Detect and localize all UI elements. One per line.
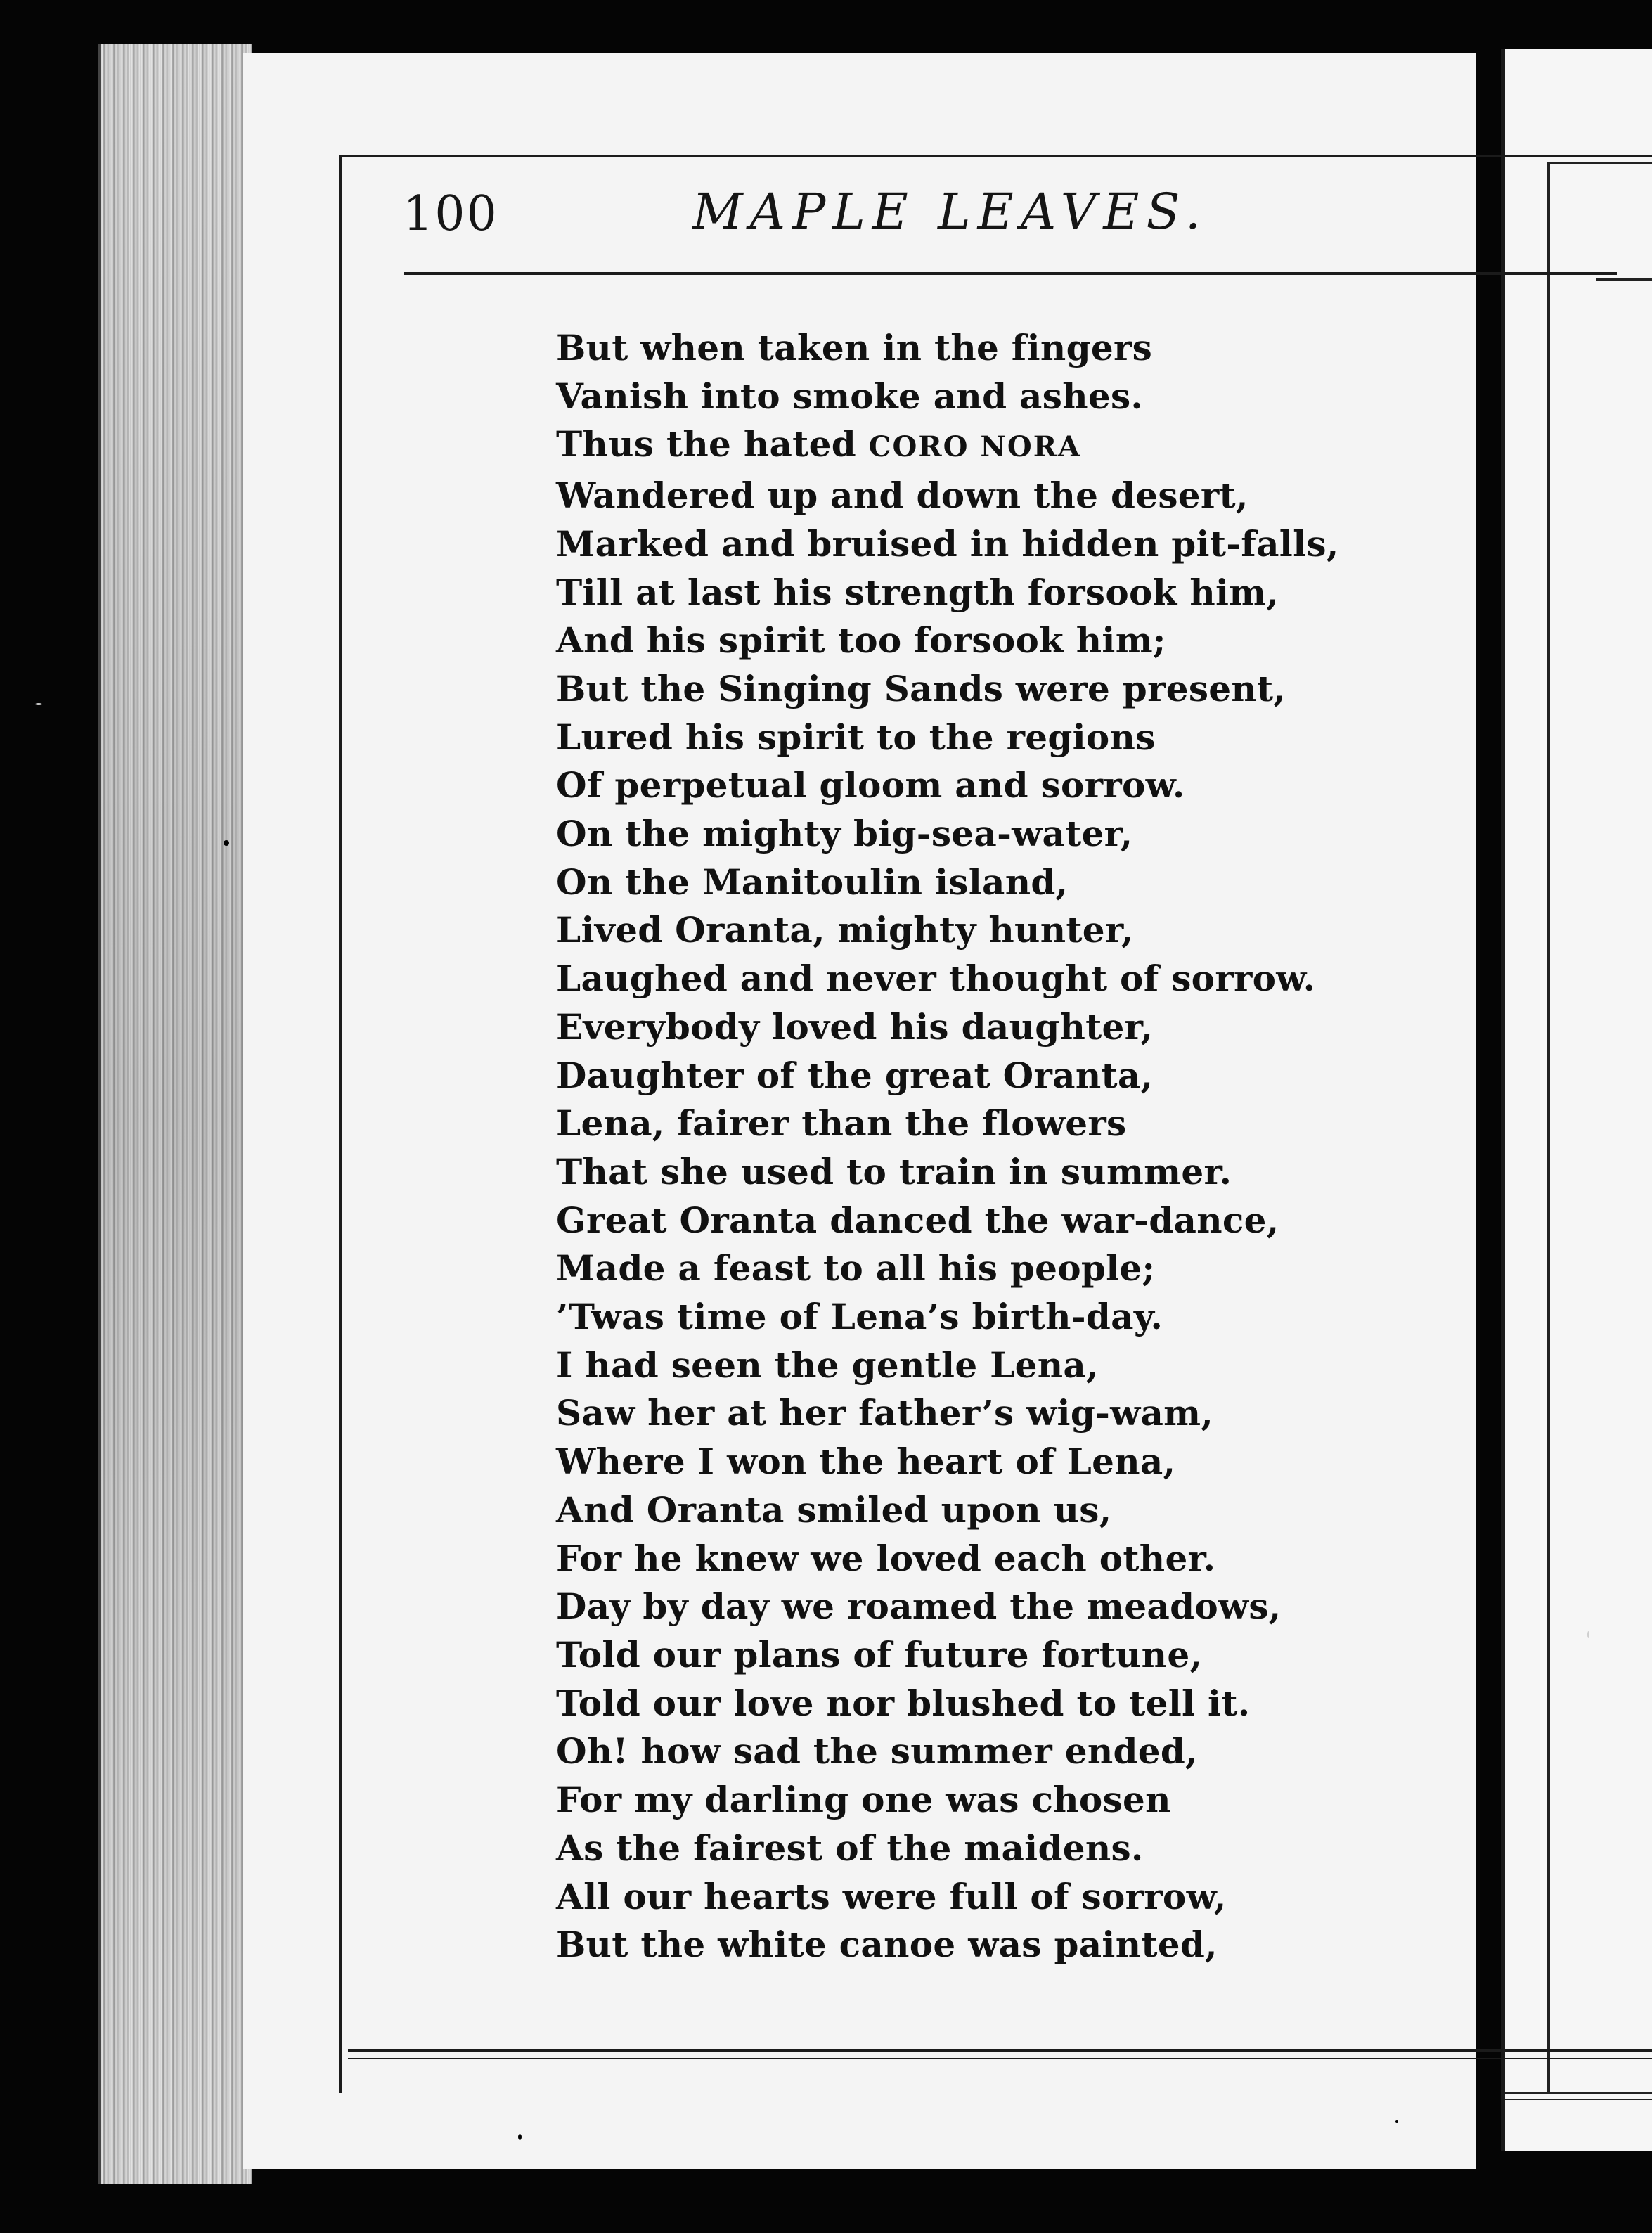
poem-line: Marked and bruised in hidden pit-falls,: [556, 522, 1339, 565]
poem-line: Of perpetual gloom and sorrow.: [556, 764, 1185, 806]
poem-line: Day by day we roamed the meadows,: [556, 1585, 1282, 1628]
poem-line: And Oranta smiled upon us,: [556, 1488, 1112, 1531]
poem-line: Lived Oranta, mighty hunter,: [556, 909, 1134, 951]
poem-line: On the mighty big-sea-water,: [556, 813, 1133, 855]
poem-line: Laughed and never thought of sorrow.: [556, 958, 1316, 1000]
poem-line: For he knew we loved each other.: [556, 1537, 1216, 1579]
poem-line: Till at last his strength forsook him,: [556, 571, 1279, 613]
scan-speck: [1587, 1631, 1589, 1638]
poem-line: Wandered up and down the desert,: [556, 475, 1248, 517]
facing-page-bottom-rule-thin: [1505, 2099, 1652, 2100]
page-bottom-rule-thin: [348, 2058, 1652, 2059]
scan-speck: [35, 703, 42, 705]
header-rule: [404, 272, 1617, 275]
poem-line: Thus the hated CORO NORA: [556, 423, 1082, 465]
small-caps-name: CORO NORA: [868, 430, 1082, 464]
poem-line: Oh! how sad the summer ended,: [556, 1730, 1198, 1772]
book-page-edges: [98, 44, 252, 2184]
scan-speck: [224, 840, 229, 846]
poem-line: That she used to train in summer.: [556, 1150, 1232, 1192]
poem-line: Lured his spirit to the regions: [556, 716, 1156, 758]
poem-line: Made a feast to all his people;: [556, 1247, 1156, 1289]
poem-line: Great Oranta danced the war-dance,: [556, 1199, 1279, 1241]
poem-line: ’Twas time of Lena’s birth-day.: [556, 1296, 1163, 1338]
poem-line: Lena, fairer than the flowers: [556, 1102, 1127, 1145]
page-header: [403, 179, 1619, 257]
poem-line: As the fairest of the maidens.: [556, 1827, 1144, 1869]
poem-line: Everybody loved his daughter,: [556, 1005, 1154, 1048]
poem-line: Where I won the heart of Lena,: [556, 1441, 1176, 1483]
poem-line: Daughter of the great Oranta,: [556, 1054, 1154, 1096]
poem-line: I had seen the gentle Lena,: [556, 1344, 1099, 1386]
poem-line: Saw her at her father’s wig-wam,: [556, 1392, 1214, 1434]
page-number: 100: [403, 186, 498, 242]
poem-line: Told our love nor blushed to tell it.: [556, 1682, 1251, 1724]
poem-line: But the Singing Sands were present,: [556, 667, 1286, 709]
poem-line: But the white canoe was painted,: [556, 1924, 1218, 1966]
running-head: MAPLE LEAVES.: [692, 183, 1208, 240]
poem-line: And his spirit too forsook him;: [556, 619, 1166, 662]
page-bottom-rule: [348, 2049, 1652, 2052]
book-page: [243, 53, 1476, 2169]
print-speck: [518, 2134, 522, 2140]
print-speck: [1395, 2120, 1398, 2123]
poem-line: Told our plans of future fortune,: [556, 1633, 1203, 1675]
poem-line: For my darling one was chosen: [556, 1779, 1171, 1821]
poem-line: On the Manitoulin island,: [556, 861, 1069, 903]
poem-line: Vanish into smoke and ashes.: [556, 375, 1144, 417]
poem-text: [556, 324, 1470, 1969]
poem-line: All our hearts were full of sorrow,: [556, 1875, 1227, 1917]
poem-line: But when taken in the fingers: [556, 327, 1153, 368]
